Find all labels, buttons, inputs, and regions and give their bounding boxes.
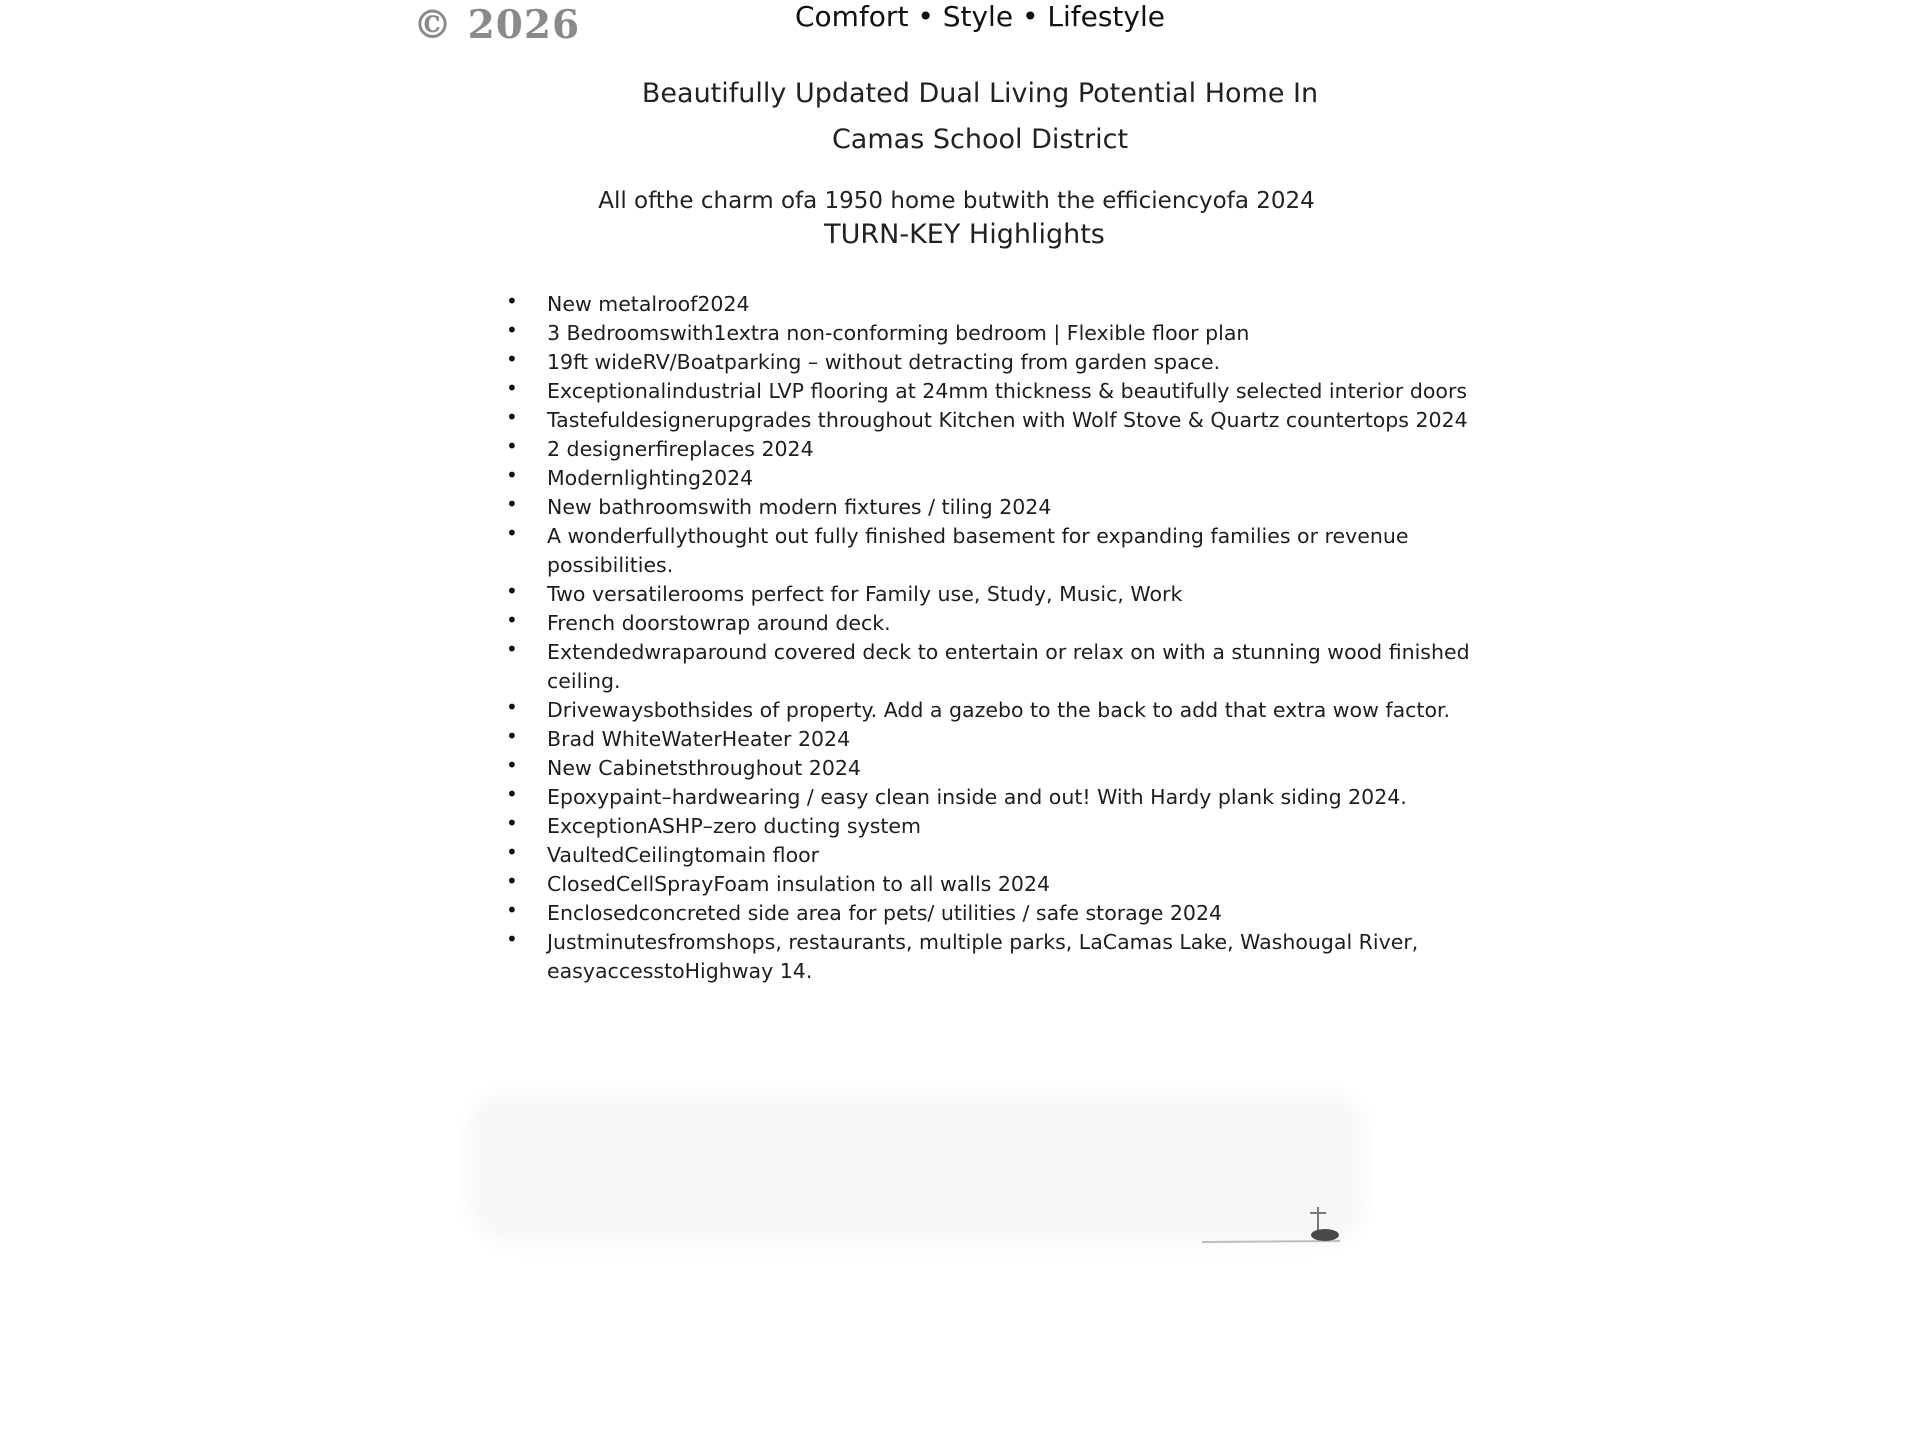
list-item: • Two versatilerooms perfect for Family use, Study, Music, Work — [503, 580, 1503, 609]
list-item: • A wonderfullythought out fully finished basement for expanding families or revenue possibilities. — [503, 522, 1503, 580]
list-item: • Drivewaysbothsides of property. Add a gazebo to the back to add that extra wow factor. — [503, 696, 1503, 725]
list-item: • Exceptionalindustrial LVP flooring at 24mm thickness & beautifully selected interior doors — [503, 377, 1503, 406]
list-item: • Extendedwraparound covered deck to entertain or relax on with a stunning wood finished ceiling. — [503, 638, 1503, 696]
list-item: • Brad WhiteWaterHeater 2024 — [503, 725, 1503, 754]
list-item: • Modernlighting2024 — [503, 464, 1503, 493]
highlights-title: TURN-KEY Highlights — [824, 219, 1105, 250]
subheadline: All ofthe charm ofa 1950 home butwith the efficiencyofa 2024 — [598, 188, 1315, 214]
headline-line-1: Beautifully Updated Dual Living Potential Home In — [641, 78, 1319, 109]
list-item: • French doorstowrap around deck. — [503, 609, 1503, 638]
list-item: • New bathroomswith modern fixtures / tiling 2024 — [503, 493, 1503, 522]
list-item: • 2 designerfireplaces 2024 — [503, 435, 1503, 464]
list-item: • ExceptionASHP–zero ducting system — [503, 812, 1503, 841]
headline — [0, 71, 1920, 163]
list-item: • Enclosedconcreted side area for pets/ utilities / safe storage 2024 — [503, 899, 1503, 928]
tagline: Comfort • Style • Lifestyle — [794, 0, 1165, 33]
list-item: • Tastefuldesignerupgrades throughout Kitchen with Wolf Stove & Quartz countertops 2024 — [503, 406, 1503, 435]
faded-house-image — [460, 1080, 1375, 1270]
list-item: • 3 Bedroomswith1extra non-conforming bedroom | Flexible floor plan — [503, 319, 1503, 348]
list-item: • New Cabinetsthroughout 2024 — [503, 754, 1503, 783]
headline-line-2: Camas School District — [831, 124, 1129, 155]
copyright-mark: © 2026 — [413, 2, 581, 48]
list-item: • Justminutesfromshops, restaurants, multiple parks, LaCamas Lake, Washougal River, easyaccesstoHighway 14. — [503, 928, 1503, 986]
list-item: • VaultedCeilingtomain floor — [503, 841, 1503, 870]
list-item: • New metalroof2024 — [503, 290, 1503, 319]
list-item: • ClosedCellSprayFoam insulation to all walls 2024 — [503, 870, 1503, 899]
highlights-list — [503, 290, 1503, 986]
list-item: • 19ft wideRV/Boatparking – without detracting from garden space. — [503, 348, 1503, 377]
list-item: • Epoxypaint–hardwearing / easy clean inside and out! With Hardy plank siding 2024. — [503, 783, 1503, 812]
